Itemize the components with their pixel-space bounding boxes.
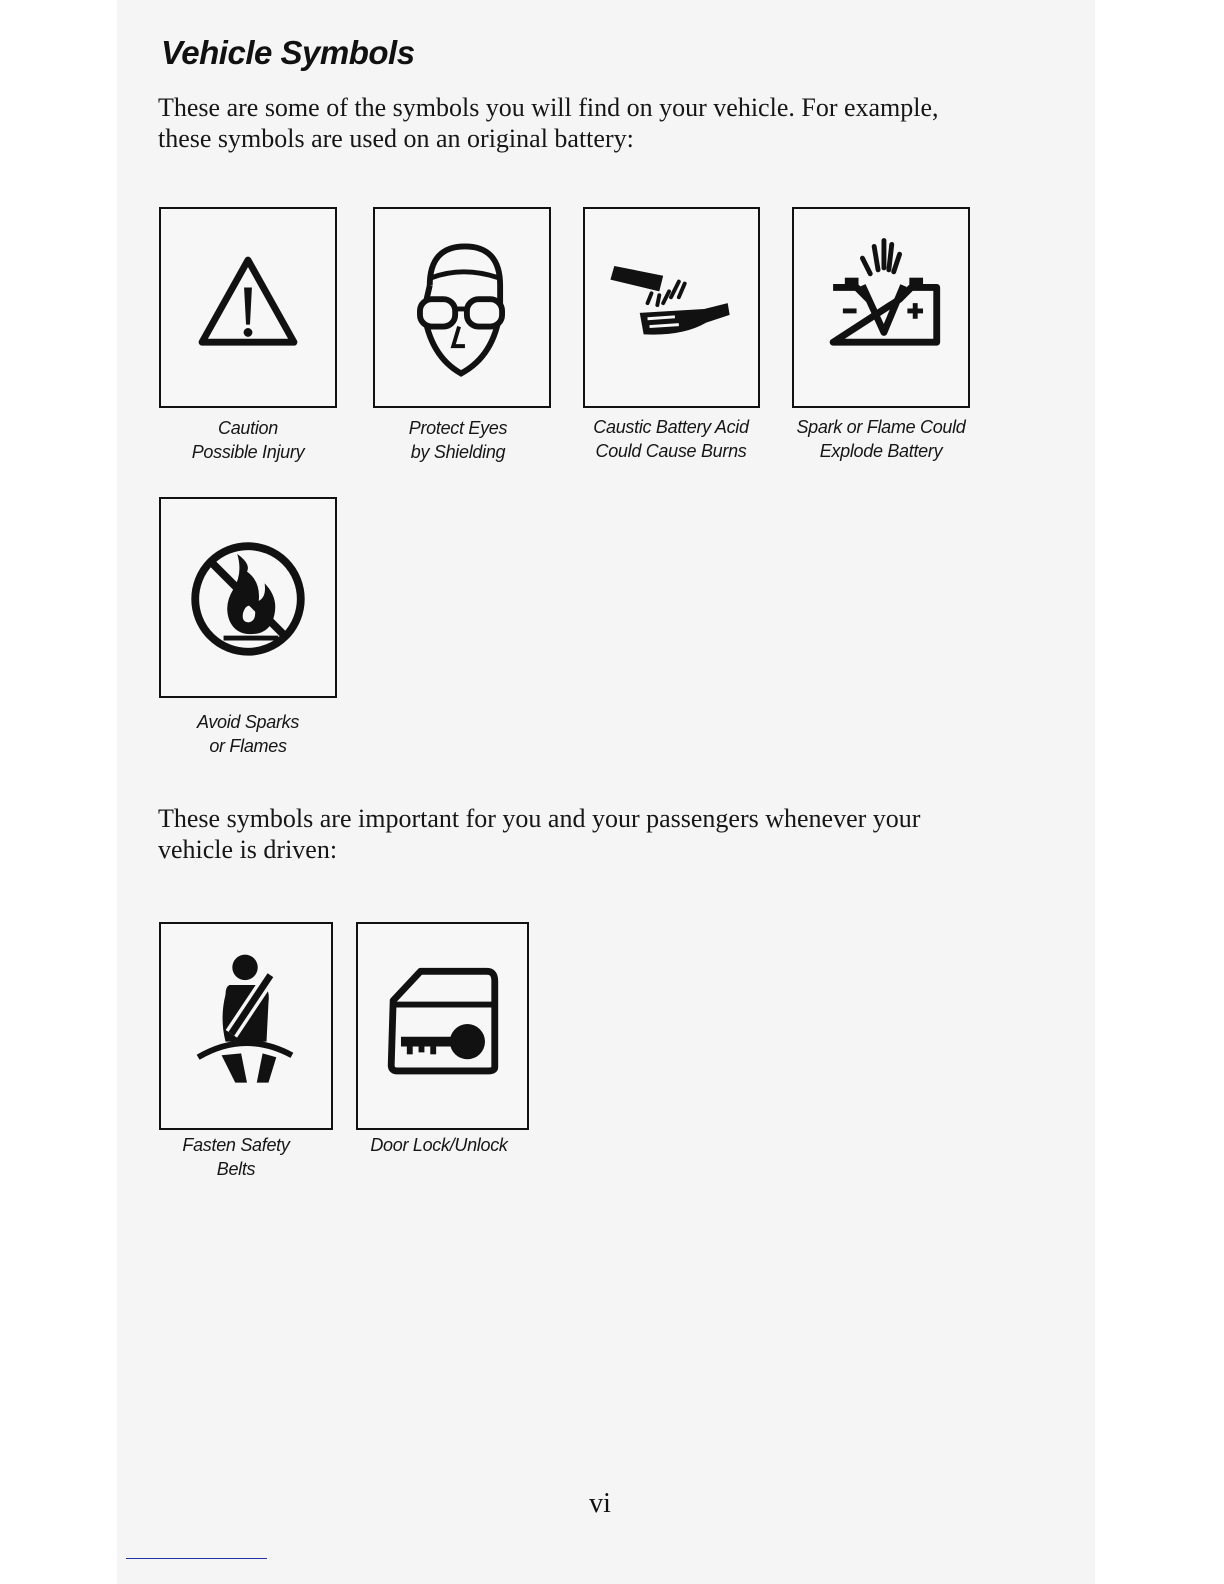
caption-caustic-acid: Caustic Battery Acid Could Cause Burns bbox=[593, 417, 749, 461]
footer-rule bbox=[126, 1558, 267, 1559]
symbol-box-caustic-acid bbox=[583, 207, 760, 408]
protect-eyes-icon bbox=[375, 209, 549, 406]
symbol-box-caution bbox=[159, 207, 337, 408]
symbol-box-no-flame bbox=[159, 497, 337, 698]
seat-belt-icon bbox=[161, 924, 331, 1128]
symbol-box-door-lock bbox=[356, 922, 529, 1130]
caption-no-flame: Avoid Sparks or Flames bbox=[196, 712, 300, 756]
caption-exploding-battery: Spark or Flame Could Explode Battery bbox=[796, 417, 966, 461]
intro-paragraph: These are some of the symbols you will find on your vehicle. For example, these symbols are used on an original battery: bbox=[158, 93, 939, 153]
caustic-acid-icon bbox=[585, 209, 758, 406]
caption-protect-eyes: Protect Eyes by Shielding bbox=[408, 418, 508, 462]
symbol-box-exploding-battery bbox=[792, 207, 970, 408]
caution-triangle-icon bbox=[161, 209, 335, 406]
exploding-battery-icon bbox=[794, 209, 968, 406]
caption-seat-belt: Fasten Safety Belts bbox=[182, 1135, 290, 1179]
page-number: vi bbox=[589, 1488, 611, 1519]
second-paragraph: These symbols are important for you and your passengers whenever your vehicle is driven: bbox=[158, 804, 921, 864]
no-flame-icon bbox=[161, 499, 335, 696]
symbol-box-seat-belt bbox=[159, 922, 333, 1130]
caption-door-lock: Door Lock/Unlock bbox=[370, 1135, 508, 1155]
door-lock-icon bbox=[358, 924, 527, 1128]
symbol-box-protect-eyes bbox=[373, 207, 551, 408]
page-title: Vehicle Symbols bbox=[161, 34, 415, 71]
caption-caution: Caution Possible Injury bbox=[191, 418, 305, 462]
